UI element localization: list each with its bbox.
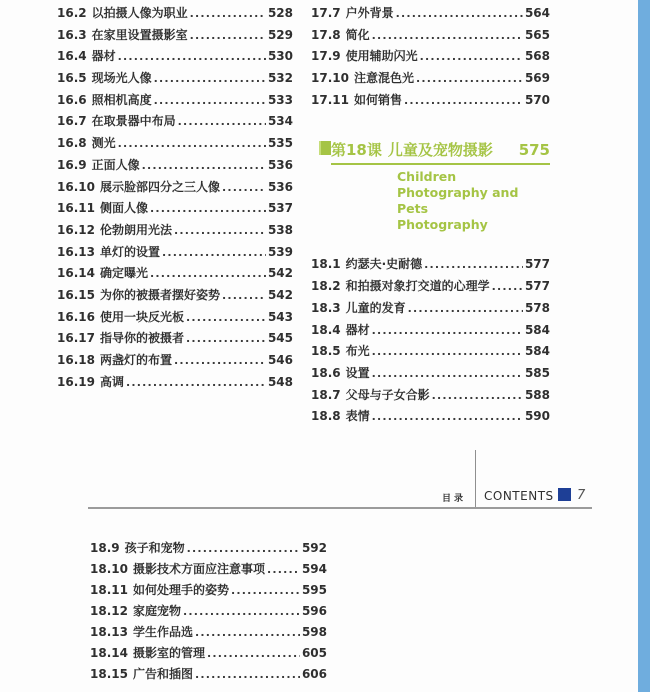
- dot-leader: [416, 68, 523, 90]
- toc-row: [57, 46, 293, 68]
- toc-item-title: 布光: [345, 344, 370, 359]
- dot-leader: [432, 385, 523, 407]
- dot-leader: [162, 242, 266, 264]
- toc-item-page: 596: [301, 604, 327, 618]
- toc-item-number: 18.1: [311, 257, 341, 272]
- toc-item-number: 18.15: [90, 667, 128, 681]
- chapter-subtitle-en: [397, 169, 550, 233]
- toc-item-number: 17.10: [311, 71, 349, 86]
- toc-item-number: 16.6: [57, 92, 87, 107]
- toc-row: [57, 90, 293, 112]
- dot-leader: [118, 46, 266, 68]
- toc-row: [90, 538, 327, 559]
- chapter-header: [331, 139, 550, 165]
- footer-page-marker-icon: [558, 488, 571, 501]
- toc-item-number: 16.9: [57, 157, 87, 172]
- toc-row: [311, 276, 550, 298]
- toc-item-page: 538: [267, 222, 293, 237]
- toc-item-title: 设置: [345, 365, 370, 380]
- toc-item-title: 展示脸部四分之三人像: [99, 179, 220, 194]
- toc-item-title: 使用辅助闪光: [345, 49, 418, 64]
- dot-leader: [154, 68, 266, 90]
- dot-leader: [150, 263, 266, 285]
- toc-item-title: 在取景器中布局: [91, 114, 176, 129]
- dot-leader: [222, 177, 266, 199]
- toc-row: [311, 90, 550, 112]
- toc-item-page: 577: [524, 257, 550, 272]
- toc-item-title: 广告和插图: [132, 667, 193, 681]
- dot-leader: [174, 220, 266, 242]
- toc-row: [57, 198, 293, 220]
- dot-leader: [187, 538, 300, 559]
- toc-row: [90, 622, 327, 643]
- toc-item-page: 532: [267, 71, 293, 86]
- dot-leader: [174, 350, 266, 372]
- toc-item-title: 简化: [345, 27, 370, 42]
- toc-item-title: 两盏灯的布置: [99, 353, 172, 367]
- toc-row: [311, 25, 550, 47]
- footer-page-number: 7: [577, 488, 586, 503]
- toc-row: [57, 68, 293, 90]
- toc-item-page: 584: [524, 344, 550, 359]
- footer-label-cn: 目录: [441, 494, 466, 504]
- toc-row: [311, 68, 550, 90]
- toc-item-number: 17.7: [311, 6, 341, 20]
- toc-item-title: 伦勃朗用光法: [99, 222, 172, 237]
- toc-item-title: 指导你的被摄者: [99, 331, 184, 346]
- toc-item-page: 594: [301, 562, 327, 576]
- toc-item-number: 18.11: [90, 583, 128, 597]
- toc-item-number: 18.4: [311, 322, 341, 337]
- toc-item-title: 以拍摄人像为职业: [91, 6, 188, 20]
- toc-row: [57, 25, 293, 47]
- toc-item-title: 摄影技术方面应注意事项: [132, 562, 265, 576]
- toc-item-title: 为你的被摄者摆好姿势: [99, 287, 220, 302]
- dot-leader: [142, 155, 266, 177]
- toc-item-number: 16.7: [57, 114, 87, 129]
- dot-leader: [372, 363, 523, 385]
- dot-leader: [404, 90, 523, 112]
- toc-item-title: 测光: [91, 136, 116, 151]
- dot-leader: [222, 285, 266, 307]
- dot-leader: [195, 622, 300, 643]
- toc-column-bottom: [90, 538, 327, 685]
- dot-leader: [372, 341, 523, 363]
- toc-item-page: 539: [267, 244, 293, 259]
- toc-rows-ch18: [311, 254, 550, 428]
- toc-row: [311, 363, 550, 385]
- toc-item-number: 16.3: [57, 27, 87, 42]
- page-edge-bar: [638, 0, 650, 692]
- toc-item-title: 器材: [345, 322, 370, 337]
- toc-item-title: 和拍摄对象打交道的心理学: [345, 279, 490, 294]
- toc-item-title: 孩子和宠物: [124, 541, 185, 555]
- toc-item-page: 528: [267, 6, 293, 20]
- toc-item-page: 533: [267, 92, 293, 107]
- toc-item-title: 在家里设置摄影室: [91, 27, 188, 42]
- toc-item-page: 568: [524, 49, 550, 64]
- dot-leader: [178, 111, 266, 133]
- toc-column-right: [311, 3, 550, 428]
- toc-item-number: 16.15: [57, 287, 95, 302]
- toc-item-page: 584: [524, 322, 550, 337]
- toc-row: [311, 298, 550, 320]
- dot-leader: [183, 601, 300, 622]
- toc-row: [57, 133, 293, 155]
- chapter-subtitle-line1: Children Photography and Pets: [397, 169, 519, 217]
- dot-leader: [195, 664, 300, 685]
- toc-item-number: 18.8: [311, 409, 341, 424]
- toc-item-page: 545: [267, 331, 293, 346]
- toc-item-page: 542: [267, 287, 293, 302]
- dot-leader: [118, 133, 266, 155]
- toc-item-page: 585: [524, 365, 550, 380]
- dot-leader: [424, 254, 523, 276]
- toc-row: [57, 111, 293, 133]
- toc-item-number: 16.14: [57, 266, 95, 281]
- toc-row: [311, 46, 550, 68]
- chapter-label: 第18课: [331, 141, 382, 160]
- toc-item-page: 570: [524, 92, 550, 107]
- toc-column-left: [57, 3, 293, 393]
- toc-row: [57, 285, 293, 307]
- toc-item-title: 正面人像: [91, 157, 140, 172]
- toc-item-page: 537: [267, 201, 293, 216]
- toc-item-page: 590: [524, 409, 550, 424]
- chapter-title: 儿童及宠物摄影: [387, 141, 493, 160]
- toc-item-title: 户外背景: [345, 6, 394, 20]
- toc-item-number: 17.8: [311, 27, 341, 42]
- dot-leader: [186, 328, 266, 350]
- toc-item-title: 现场光人像: [91, 71, 152, 86]
- dot-leader: [190, 25, 266, 47]
- toc-item-title: 家庭宠物: [132, 604, 181, 618]
- toc-row: [57, 372, 293, 394]
- dot-leader: [207, 643, 300, 664]
- toc-item-page: 565: [524, 27, 550, 42]
- dot-leader: [372, 406, 523, 428]
- toc-item-number: 18.13: [90, 625, 128, 639]
- toc-item-number: 18.3: [311, 300, 341, 315]
- dot-leader: [408, 298, 523, 320]
- toc-item-title: 确定曝光: [99, 266, 148, 281]
- toc-item-number: 16.5: [57, 71, 87, 86]
- toc-item-page: 578: [524, 300, 550, 315]
- toc-row: [57, 350, 293, 372]
- toc-item-page: 577: [524, 279, 550, 294]
- toc-item-title: 使用一块反光板: [99, 309, 184, 324]
- toc-item-number: 18.5: [311, 344, 341, 359]
- toc-item-page: 569: [524, 71, 550, 86]
- toc-row: [57, 220, 293, 242]
- toc-item-number: 18.12: [90, 604, 128, 618]
- toc-item-page: 529: [267, 27, 293, 42]
- dot-leader: [186, 307, 266, 329]
- toc-item-number: 16.16: [57, 309, 95, 324]
- toc-item-number: 16.17: [57, 331, 95, 346]
- toc-item-title: 器材: [91, 49, 116, 64]
- dot-leader: [372, 25, 523, 47]
- toc-row: [57, 177, 293, 199]
- chapter-page-number: 575: [518, 141, 550, 160]
- toc-item-number: 16.13: [57, 244, 95, 259]
- toc-item-number: 18.2: [311, 279, 341, 294]
- toc-row: [311, 254, 550, 276]
- dot-leader: [231, 580, 300, 601]
- toc-row: [57, 3, 293, 25]
- chapter-bookmark-icon: [319, 141, 331, 155]
- toc-item-title: 约瑟夫·史耐德: [345, 257, 423, 272]
- toc-item-page: 543: [267, 309, 293, 324]
- toc-item-page: 605: [301, 646, 327, 660]
- toc-item-title: 儿童的发育: [345, 300, 406, 315]
- toc-row: [90, 643, 327, 664]
- dot-leader: [396, 3, 523, 25]
- toc-item-page: 548: [267, 374, 293, 389]
- dot-leader: [492, 276, 523, 298]
- toc-item-number: 16.10: [57, 179, 95, 194]
- dot-leader: [150, 198, 266, 220]
- toc-row: [311, 320, 550, 342]
- toc-item-number: 18.10: [90, 562, 128, 576]
- dot-leader: [154, 90, 266, 112]
- toc-item-title: 学生作品选: [132, 625, 193, 639]
- toc-item-page: 535: [267, 136, 293, 151]
- toc-item-number: 16.8: [57, 136, 87, 151]
- toc-item-page: 598: [301, 625, 327, 639]
- toc-item-page: 588: [524, 387, 550, 402]
- toc-row: [311, 3, 550, 25]
- toc-item-number: 18.9: [90, 541, 120, 555]
- dot-leader: [420, 46, 523, 68]
- toc-row: [90, 559, 327, 580]
- toc-item-title: 注意混色光: [353, 71, 414, 86]
- toc-row: [90, 601, 327, 622]
- dot-leader: [190, 3, 266, 25]
- toc-item-number: 18.14: [90, 646, 128, 660]
- toc-item-number: 18.7: [311, 387, 341, 402]
- toc-item-number: 16.2: [57, 6, 87, 20]
- toc-row: [57, 155, 293, 177]
- toc-item-number: 16.12: [57, 222, 95, 237]
- toc-item-title: 侧面人像: [99, 201, 148, 216]
- chapter-18-section: [311, 139, 550, 233]
- toc-item-page: 546: [267, 353, 293, 367]
- toc-item-page: 536: [267, 157, 293, 172]
- dot-leader: [267, 559, 300, 580]
- footer-label-en: CONTENTS: [484, 489, 554, 503]
- toc-row: [57, 263, 293, 285]
- toc-row: [311, 385, 550, 407]
- toc-item-page: 542: [267, 266, 293, 281]
- toc-item-page: 606: [301, 667, 327, 681]
- chapter-subtitle-line2: Photography: [397, 217, 488, 233]
- footer-rule: [88, 507, 592, 509]
- toc-row: [57, 242, 293, 264]
- toc-item-title: 如何处理手的姿势: [132, 583, 229, 597]
- toc-item-title: 单灯的设置: [99, 244, 160, 259]
- toc-item-title: 高调: [99, 374, 124, 389]
- toc-item-number: 17.9: [311, 49, 341, 64]
- dot-leader: [372, 320, 523, 342]
- toc-rows-ch17: [311, 3, 550, 111]
- toc-item-page: 564: [524, 6, 550, 20]
- toc-row: [90, 580, 327, 601]
- toc-item-number: 16.11: [57, 201, 95, 216]
- toc-item-title: 如何销售: [353, 92, 402, 107]
- toc-item-page: 534: [267, 114, 293, 129]
- toc-item-number: 16.19: [57, 374, 95, 389]
- toc-item-page: 592: [301, 541, 327, 555]
- toc-row: [57, 328, 293, 350]
- toc-item-number: 16.4: [57, 49, 87, 64]
- toc-row: [311, 341, 550, 363]
- toc-item-page: 536: [267, 179, 293, 194]
- footer-divider-vertical: [475, 450, 476, 507]
- toc-item-title: 摄影室的管理: [132, 646, 205, 660]
- toc-item-number: 17.11: [311, 92, 349, 107]
- toc-row: [90, 664, 327, 685]
- toc-row: [57, 307, 293, 329]
- dot-leader: [126, 372, 266, 394]
- toc-item-number: 18.6: [311, 365, 341, 380]
- toc-item-page: 595: [301, 583, 327, 597]
- toc-item-title: 父母与子女合影: [345, 387, 430, 402]
- toc-item-page: 530: [267, 49, 293, 64]
- toc-item-title: 表情: [345, 409, 370, 424]
- toc-item-number: 16.18: [57, 353, 95, 367]
- toc-item-title: 照相机高度: [91, 92, 152, 107]
- toc-row: [311, 406, 550, 428]
